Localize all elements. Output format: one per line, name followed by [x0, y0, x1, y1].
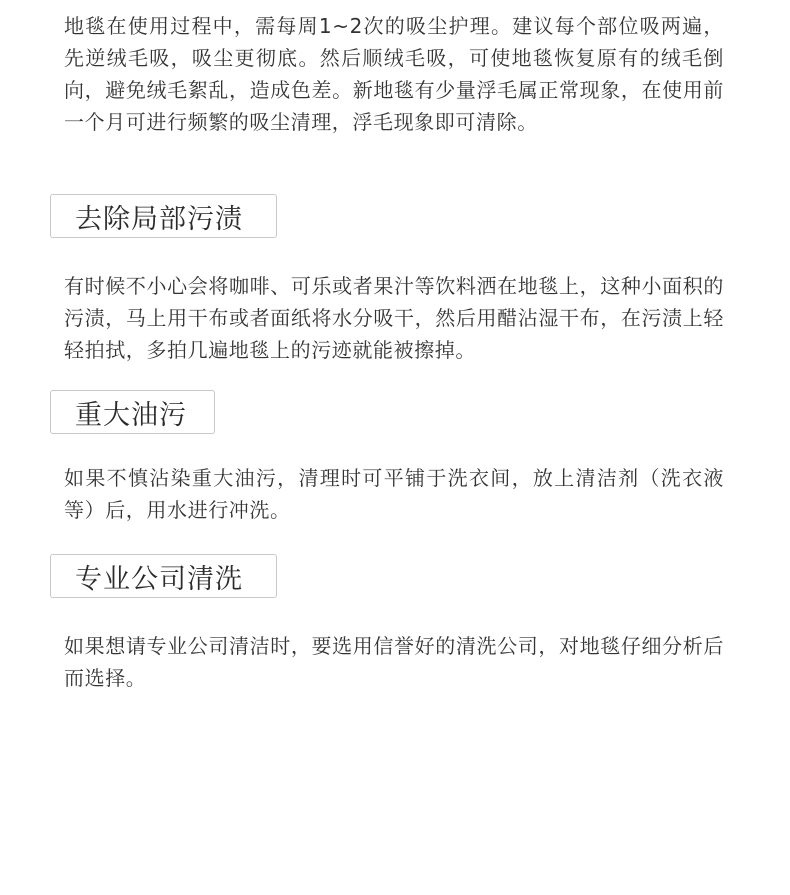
section-heading-professional-cleaning: 专业公司清洗 — [50, 554, 277, 598]
section-heading-heavy-oil: 重大油污 — [50, 390, 215, 434]
section-paragraph-professional-cleaning: 如果想请专业公司清洁时，要选用信誉好的清洗公司，对地毯仔细分析后而选择。 — [64, 634, 724, 690]
section-paragraph-stain-removal: 有时候不小心会将咖啡、可乐或者果汁等饮料洒在地毯上，这种小面积的污渍，马上用干布或者面纸将水分吸干，然后用醋沾湿干布，在污渍上轻轻拍拭，多拍几遍地毯上的污迹就能被擦掉。 — [64, 274, 724, 362]
section-heading-stain-removal: 去除局部污渍 — [50, 194, 277, 238]
intro-paragraph: 地毯在使用过程中，需每周1~2次的吸尘护理。建议每个部位吸两遍，先逆绒毛吸，吸尘更彻底。然后顺绒毛吸，可使地毯恢复原有的绒毛倒向，避免绒毛絮乱，造成色差。新地毯有少量浮毛属正常现象，在使用前一个月可进行频繁的吸尘清理，浮毛现象即可清除。 — [64, 14, 724, 134]
section-paragraph-heavy-oil: 如果不慎沾染重大油污，清理时可平铺于洗衣间，放上清洁剂（洗衣液等）后，用水进行冲洗。 — [64, 466, 724, 522]
